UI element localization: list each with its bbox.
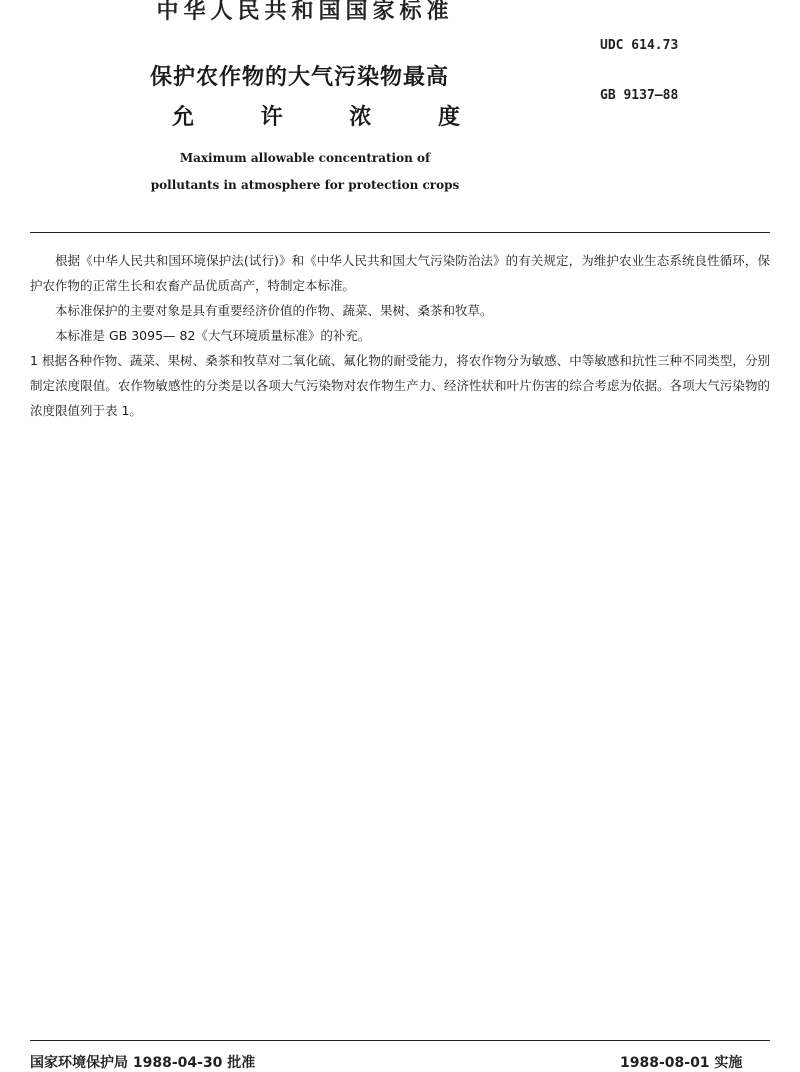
udc-code: UDC 614.73 [600, 38, 679, 53]
title-char: 浓 [349, 105, 372, 130]
english-title-line-2: pollutants in atmosphere for protection crops [150, 178, 460, 192]
document-title-line-1: 保护农作物的大气污染物最高 [150, 65, 450, 90]
title-char: 度 [437, 105, 460, 130]
document-title-line-2 [150, 100, 460, 131]
document-body [30, 248, 770, 423]
title-char: 允 [172, 105, 195, 130]
title-char: 许 [260, 105, 283, 130]
standard-banner: 中华人民共和国国家标准 [156, 0, 454, 24]
body-paragraph: 本标准是 GB 3095— 82《大气环境质量标准》的补充。 [55, 328, 371, 343]
header-divider [30, 232, 770, 233]
english-title-line-1: Maximum allowable concentration of [179, 151, 431, 165]
body-paragraph: 本标准保护的主要对象是具有重要经济价值的作物、蔬菜、果树、桑茶和牧草。 [55, 303, 493, 318]
footer-divider [30, 1040, 770, 1041]
clause-1-paragraph: 1 根据各种作物、蔬菜、果树、桑茶和牧草对二氧化硫、氟化物的耐受能力，将农作物分为敏感、中等敏感和抗性三种不同类型，分别制定浓度限值。农作物敏感性的分类是以各项大气污染物对农作物生产力、经济性状和叶片伤害的综合考虑为依据。各项大气污染物的浓度限值列于表 1。 [30, 353, 770, 418]
approval-info: 国家环境保护局 1988-04-30 批准 [30, 1055, 256, 1071]
english-title [140, 145, 470, 199]
standard-number: GB 9137—88 [600, 88, 679, 103]
body-paragraph: 根据《中华人民共和国环境保护法(试行)》和《中华人民共和国大气污染防治法》的有关规定，为维护农业生态系统良性循环，保护农作物的正常生长和农畜产品优质高产，特制定本标准。 [30, 253, 770, 293]
implementation-date: 1988-08-01 实施 [620, 1055, 743, 1071]
